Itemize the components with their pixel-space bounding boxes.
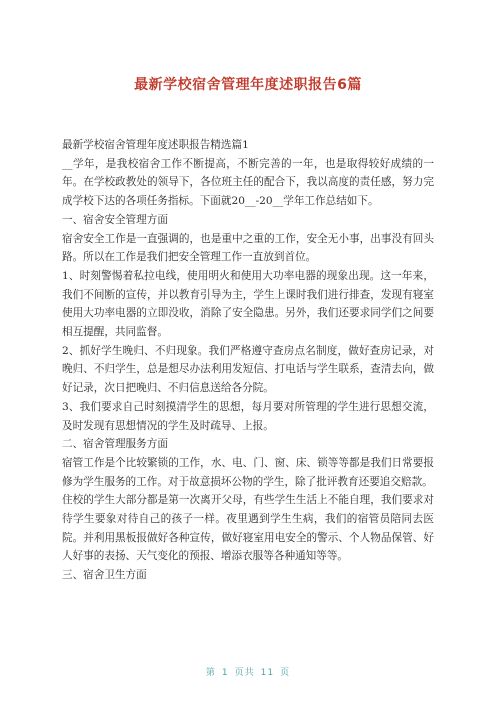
section-heading: 一、宿舍安全管理方面: [62, 213, 168, 226]
section-heading: 三、宿舍卫生方面: [62, 569, 147, 582]
paragraph: 住校的学生大部分都是第一次离开父母，有些学生生活上不能自理，我们要求对待学生要象对待自己的孩子一样。夜里遇到学生生病，我们的宿管员陪同去医院。并利用黑板报做好各种宣传，做好寝室用电安全的警示、个人物品保管、好人好事的表扬、天气变化的预报、增添衣服等各种通知等等。: [62, 494, 434, 563]
paragraph: 2、抓好学生晚归、不归现象。我们严格遵守查房点名制度，做好查房记录，对晚归、不归学生，总是想尽办法利用发短信、打电话与学生联系，查清去向，做好记录，次日把晚归、不归信息送给各分院。: [62, 344, 434, 395]
footer-suffix: 页: [280, 668, 291, 678]
footer-prefix: 第: [205, 668, 216, 678]
paragraph: 1、时刻警惕着私拉电线，使用明火和使用大功率电器的现象出现。这一年来，我们不间断的宣传，并以教育引导为主，学生上课时我们进行排查，发现有寝室使用大功率电器的立即没收，消除了安全隐患。另外，我们还要求同学们之间要相互提醒，共同监督。: [62, 269, 434, 339]
paragraph-subtitle: 最新学校宿舍管理年度述职报告精选篇1: [62, 139, 249, 151]
document-title: 最新学校宿舍管理年度述职报告6篇: [134, 77, 362, 93]
paragraph: 宿舍安全工作是一直强调的，也是重中之重的工作，安全无小事，出事没有回头路。所以在工作是我们把安全管理工作一直放到首位。: [62, 232, 434, 264]
footer-middle: 页共: [234, 668, 255, 678]
page-footer: [0, 665, 496, 678]
paragraph: 3、我们要求自己时刻摸清学生的思想，每月要对所管理的学生进行思想交流，及时发现有思想情况的学生及时疏导、上报。: [62, 400, 434, 432]
footer-total-pages: 11: [260, 668, 275, 678]
paragraph: 宿管工作是个比较繁锁的工作，水、电、门、窗、床、锁等等都是我们日常要报修为学生服务的工作。对于故意损坏公物的学生，除了批评教育还要追交赔款。: [62, 456, 434, 488]
footer-page-number: 1: [221, 668, 229, 678]
section-heading: 二、宿舍管理服务方面: [62, 438, 168, 451]
paragraph: __学年，是我校宿舍工作不断提高，不断完善的一年，也是取得较好成绩的一年。在学校政教处的领导下，各位班主任的配合下，我以高度的责任感，努力完成学校下达的各项任务指标。下面就20__-20__学年工作总结如下。: [62, 157, 434, 208]
document-body: [62, 136, 434, 585]
